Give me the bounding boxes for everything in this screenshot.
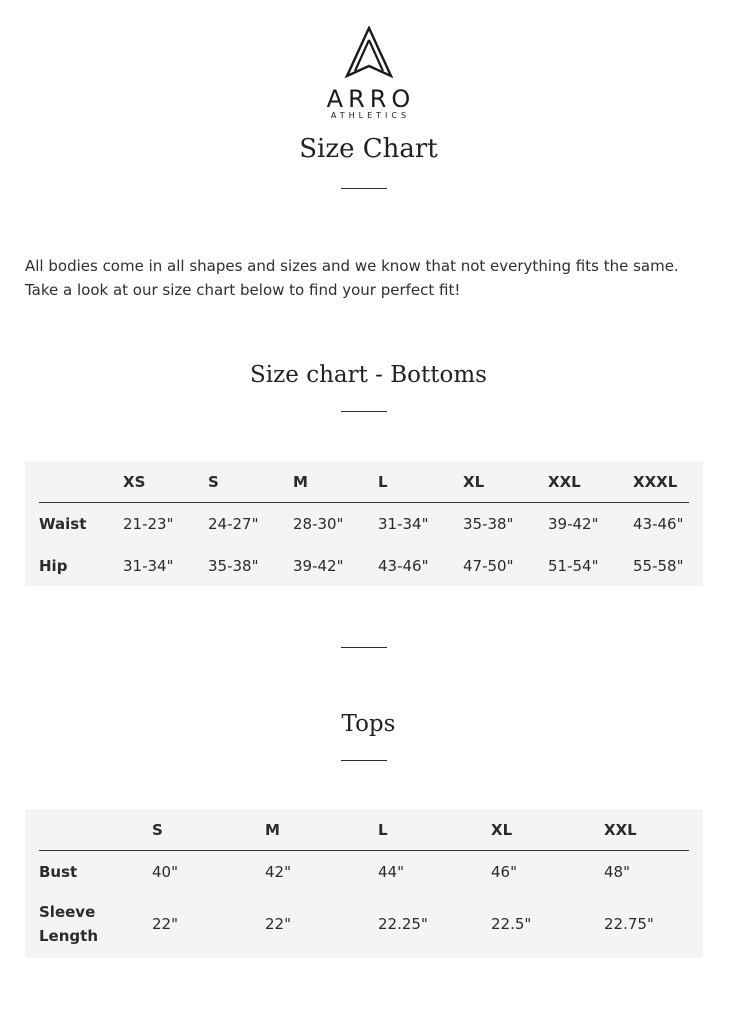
column-header: XL <box>463 461 548 503</box>
table-cell: 47-50" <box>463 556 514 575</box>
intro-text: All bodies come in all shapes and sizes and we know that not everything fits the same. Take a look at our size chart below to find your perfect fit! <box>25 257 679 299</box>
bottoms-size-table <box>25 461 703 586</box>
table-cell: 43-46" <box>633 514 684 533</box>
row-label: Waist <box>39 514 87 533</box>
table-cell: 55-58" <box>633 556 684 575</box>
column-header: XXL <box>604 809 689 851</box>
column-header: M <box>265 809 378 851</box>
table-cell: 35-38" <box>463 514 514 533</box>
column-header: M <box>293 461 378 503</box>
table-header-row <box>39 461 689 503</box>
table-cell: 28-30" <box>293 514 344 533</box>
tops-table <box>39 809 689 955</box>
table-row <box>39 893 689 955</box>
table-cell: 22.75" <box>604 914 654 933</box>
bottoms-title: Size chart - Bottoms <box>250 362 487 388</box>
divider <box>341 647 387 648</box>
tops-size-table <box>25 809 703 958</box>
row-label: Hip <box>39 556 68 575</box>
table-cell: 24-27" <box>208 514 259 533</box>
table-cell: 31-34" <box>378 514 429 533</box>
divider <box>341 188 387 189</box>
divider <box>341 760 387 761</box>
column-header: XL <box>491 809 604 851</box>
table-cell: 22.5" <box>491 914 532 933</box>
brand-logo <box>0 26 737 120</box>
arrow-logo-icon <box>344 26 394 84</box>
table-cell: 43-46" <box>378 556 429 575</box>
table-cell: 31-34" <box>123 556 174 575</box>
brand-name: ARRO <box>326 85 416 113</box>
column-header: L <box>378 461 463 503</box>
column-header: L <box>378 809 491 851</box>
table-cell: 39-42" <box>293 556 344 575</box>
table-row <box>39 503 689 545</box>
table-cell: 46" <box>491 862 517 881</box>
column-header: S <box>208 461 293 503</box>
row-label: Sleeve Length <box>39 902 98 945</box>
table-cell: 44" <box>378 862 404 881</box>
row-label: Bust <box>39 862 78 881</box>
column-header: S <box>152 809 265 851</box>
table-row <box>39 545 689 587</box>
brand-tagline: ATHLETICS <box>330 111 411 120</box>
table-cell: 22" <box>265 914 291 933</box>
table-cell: 42" <box>265 862 291 881</box>
table-cell: 21-23" <box>123 514 174 533</box>
table-cell: 48" <box>604 862 630 881</box>
divider <box>341 411 387 412</box>
tops-title: Tops <box>341 711 396 737</box>
page-title: Size Chart <box>299 134 438 164</box>
column-header: XS <box>123 461 208 503</box>
column-header: XXL <box>548 461 633 503</box>
column-header <box>39 809 152 851</box>
table-cell: 40" <box>152 862 178 881</box>
table-cell: 39-42" <box>548 514 599 533</box>
table-row <box>39 851 689 893</box>
table-cell: 22" <box>152 914 178 933</box>
table-cell: 22.25" <box>378 914 428 933</box>
column-header: XXXL <box>633 461 689 503</box>
bottoms-table <box>39 461 689 587</box>
table-cell: 35-38" <box>208 556 259 575</box>
table-cell: 51-54" <box>548 556 599 575</box>
table-header-row <box>39 809 689 851</box>
column-header <box>39 461 123 503</box>
